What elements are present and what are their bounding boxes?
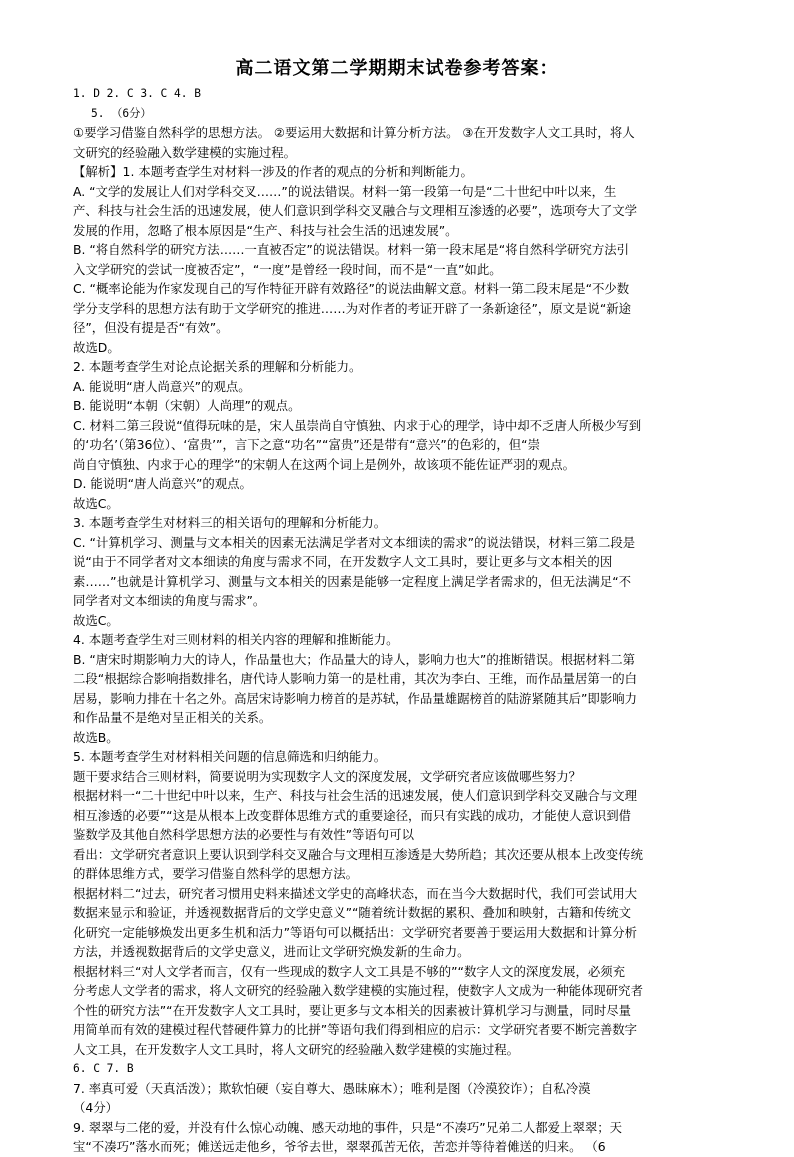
text-line: C. 材料二第三段说“值得玩味的是，宋人虽崇尚自守慎独、内求于心的理学，诗中却不乏唐人所极少写到	[73, 417, 642, 433]
text-line: 根据材料一“二十世纪中叶以来，生产、科技与社会生活的迅速发展，使人们意识到学科交叉融合与文理	[73, 788, 637, 803]
text-line: 6. C 7. B	[73, 1062, 134, 1075]
text-line: 5. 本题考查学生对材料相关问题的信息筛选和归纳能力。	[73, 749, 387, 764]
text-line: 和作品量不是绝对呈正相关的关系。	[73, 710, 272, 725]
text-line: 数据来显示和验证，并透视数据背后的文学史意义”“随着统计数据的累积、叠加和映射，古籍和传统文	[73, 905, 632, 920]
text-line: 根据材料三“对人文学者而言，仅有一些现成的数字人文工具是不够的”“数字人文的深度发展，必须充	[73, 963, 626, 979]
text-line: 故选B。	[73, 729, 119, 745]
text-line: 人文工具，在开发数字人文工具时，将人文研究的经验融入数学建模的实施过程。	[73, 1041, 520, 1057]
answer-body	[73, 84, 721, 1157]
text-line: A. 能说明“唐人尚意兴”的观点。	[73, 378, 251, 394]
text-line: 鉴数学及其他自然科学思想方法的必要性与有效性”等语句可以	[73, 827, 414, 842]
text-line: 3. 本题考查学生对材料三的相关语句的理解和分析能力。	[73, 515, 387, 530]
text-line: 居易，影响力排在十名之外。高居宋诗影响力榜首的是苏轼，作品量雄踞榜首的陆游紧随其后”即影响力	[73, 690, 637, 706]
text-line: 9. 翠翠与二佬的爱，并没有什么惊心动魄、感天动地的事件，只是“不凑巧”兄弟二人都爱上翠翠；天	[73, 1119, 623, 1135]
text-line: 2. 本题考查学生对论点论据关系的理解和分析能力。	[73, 359, 362, 374]
text-line: 根据材料二“过去，研究者习惯用史料来描述文学史的高峰状态，而在当今大数据时代，我们可尝试用大	[73, 885, 637, 901]
text-line: 素……”也就是计算机学习、测量与文本相关的因素是能够一定程度上满足学者需求的，但无法满足“不	[73, 573, 632, 589]
text-line: 的群体思维方式，要学习借鉴自然科学的思想方法。	[73, 866, 358, 881]
text-line: B. “将自然科学的研究方法……一直被否定”的说法错误。材料一第一段末尾是“将自然科学研究方法引	[73, 242, 630, 257]
text-line: D. 能说明“唐人尚意兴”的观点。	[73, 476, 252, 491]
text-line: 宝“不凑巧”落水而死；傩送远走他乡，爷爷去世，翠翠孤苦无依，苦恋并等待着傩送的归来。 （6	[73, 1139, 606, 1154]
text-line: 的‘功名’（第36位）、‘富贵’”，言下之意“功名”“富贵”还是带有“意兴”的色彩的，但“崇	[73, 437, 540, 452]
text-line: 化研究一定能够焕发出更多生机和活力”等语句可以概括出：文学研究者要善于要运用大数据和计算分析	[73, 924, 637, 940]
text-line: 个性的研究方法”“在开发数字人文工具时，要让更多与文本相关的因素被计算机学习与测量，同时尽量	[73, 1002, 632, 1018]
text-line: 说“由于不同学者对文本细读的角度与需求不同，在开发数字人文工具时，要让更多与文本相关的因	[73, 554, 613, 569]
text-line: 故选C。	[73, 495, 119, 511]
text-line: 【解析】1. 本题考查学生对材料一涉及的作者的观点的分析和判断能力。	[73, 164, 473, 179]
text-line: B. “唐宋时期影响力大的诗人，作品量也大；作品量大的诗人，影响力也大”的推断错误。根据材料二第	[73, 651, 636, 667]
text-line: 分考虑人文学者的需求，将人文研究的经验融入数学建模的实施过程，使数字人文成为一种能体现研究者	[73, 983, 643, 998]
text-line: ①要学习借鉴自然科学的思想方法。 ②要运用大数据和计算分析方法。 ③在开发数字人文工具时，将人	[73, 125, 635, 140]
text-line: 题干要求结合三则材料，简要说明为实现数字人文的深度发展，文学研究者应该做哪些努力？	[73, 768, 582, 784]
text-line: 同学者对文本细读的角度与需求”。	[73, 593, 266, 608]
text-line: 入文学研究的尝试一度被否定”，“一度”是曾经一段时间，而不是“一直”如此。	[73, 261, 502, 277]
page-title: 高二语文第二学期期末试卷参考答案：	[235, 58, 559, 79]
text-line: 看出：文学研究者意识上要认识到学科交叉融合与文理相互渗透是大势所趋；其次还要从根本上改变传统	[73, 846, 643, 862]
text-line: 发展的作用，忽略了根本原因是“生产、科技与社会生活的迅速发展”。	[73, 222, 458, 238]
text-line: 尚自守慎独、内求于心的理学”的宋朝人在这两个词上是例外，故该项不能佐证严羽的观点。	[73, 456, 576, 472]
text-line: 用简单而有效的建模过程代替硬件算力的比拼”等语句我们得到相应的启示：文学研究者要不断完善数字	[73, 1022, 637, 1037]
text-line: 4. 本题考查学生对三则材料的相关内容的理解和推断能力。	[73, 632, 399, 647]
text-line: B. 能说明“本朝（宋朝）人尚理”的观点。	[73, 398, 301, 413]
text-line: 二段“根据综合影响指数排名，唐代诗人影响力第一的是杜甫，其次为李白、王维，而作品量居第一的白	[73, 671, 637, 686]
text-line: 文研究的经验融入数学建模的实施过程。	[73, 144, 297, 160]
text-line: 1. D 2. C 3. C 4. B	[73, 87, 201, 100]
text-line: 方法，并透视数据背后的文学史意义，进而让文学研究焕发新的生命力。	[73, 944, 470, 959]
text-line: 故选C。	[73, 612, 119, 628]
text-line: 径”，但没有提是否“有效”。	[73, 320, 229, 335]
text-line: 7. 率真可爱（天真活泼）；欺软怕硬（妄自尊大、愚昧麻木）；唯利是图（冷漠狡诈）；自私冷漠	[73, 1080, 591, 1096]
text-line: C. “计算机学习、测量与文本相关的因素无法满足学者对文本细读的需求”的说法错误，材料三第二段是	[73, 534, 636, 550]
text-line: 5. （6分）	[91, 106, 152, 120]
text-line: A. “文学的发展让人们对学科交叉……”的说法错误。材料一第一段第一句是“二十世纪中叶以来，生	[73, 183, 617, 199]
text-line: C. “概率论能为作家发现自己的写作特征开辟有效路径”的说法曲解文意。材料一第二段末尾是“不少数	[73, 281, 630, 296]
answer-document	[73, 56, 721, 1157]
text-line: 产、科技与社会生活的迅速发展，使人们意识到学科交叉融合与文理相互渗透的必要”，选项夸大了文学	[73, 203, 637, 218]
text-line: 相互渗透的必要”“这是从根本上改变群体思维方式的重要途径，而只有实践的成功，才能使人意识到借	[73, 807, 632, 823]
text-line: 学分支学科的思想方法有助于文学研究的推进……为对作者的考证开辟了一条新途径”，原文是说“新途	[73, 300, 632, 316]
text-line: 故选D。	[73, 339, 120, 355]
text-line: （4分）	[73, 1100, 119, 1115]
